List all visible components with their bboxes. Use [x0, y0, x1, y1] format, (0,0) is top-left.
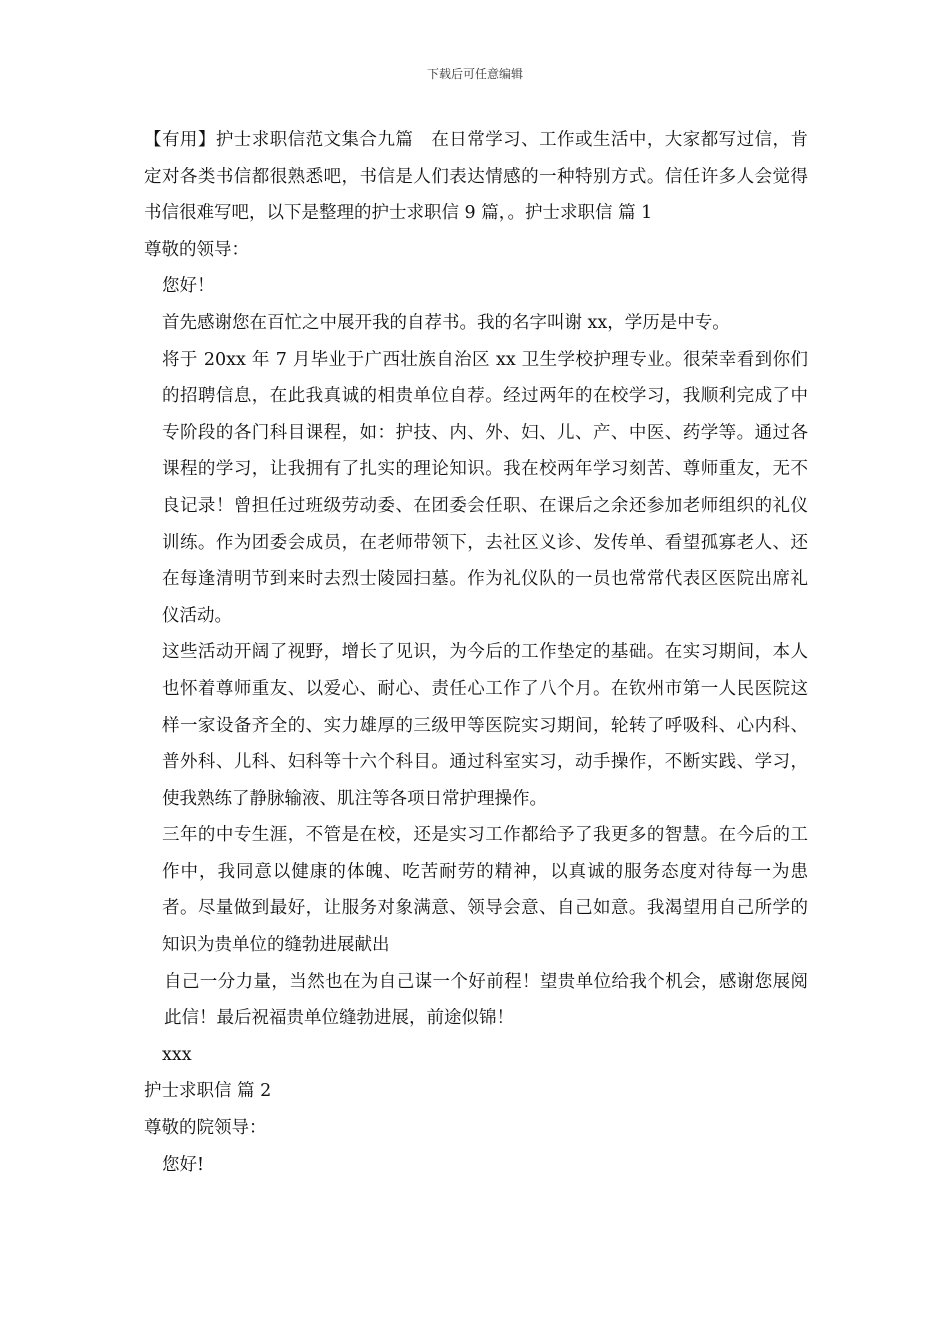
letter1-paragraph-4: 三年的中专生涯，不管是在校，还是实习工作都给予了我更多的智慧。在今后的工作中，我同意以健康的体魄、吃苦耐劳的精神，以真诚的服务态度对待每一为患者。尽量做到最好，让服务对象满意、领导会意、自己如意。我渴望用自己所学的知识为贵单位的缝勃进展献出 — [162, 825, 808, 956]
intro-paragraph: 【有用】护士求职信范文集合九篇 在日常学习、工作或生活中，大家都写过信，肯定对各类书信都很熟悉吧，书信是人们表达情感的一种特别方式。信任许多人会觉得书信很难写吧，以下是整理的护士求职信 9 篇，。护士求职信 篇 1 — [144, 130, 808, 224]
letter1-paragraph-5: 自己一分力量，当然也在为自己谋一个好前程！望贵单位给我个机会，感谢您展阅此信！最后祝福贵单位缝勃进展，前途似锦！ — [164, 971, 808, 1029]
letter1-paragraph-2: 将于 20xx 年 7 月毕业于广西壮族自治区 xx 卫生学校护理专业。很荣幸看到你们的招聘信息，在此我真诚的相贵单位自荐。经过两年的在校学习，我顺利完成了中专阶段的各门科目课程，如：护技、内、外、妇、儿、产、中医、药学等。通过各课程的学习，让我拥有了扎实的理论知识。我在校两年学习刻苦、尊师重友，无不良记录！曾担任过班级劳动委、在团委会任职、在课后之余还参加老师组织的礼仪训练。作为团委会成员，在老师带领下，去社区义诊、发传单、看望孤寡老人、还在每逢清明节到来时去烈士陵园扫墓。作为礼仪队的一员也常常代表区医院出席礼仪活动。 — [162, 349, 808, 626]
letter1-paragraph-1: 首先感谢您在百忙之中展开我的自荐书。我的名字叫谢 xx，学历是中专。 — [162, 312, 730, 333]
letter1-signature: xxx — [162, 1044, 192, 1065]
letter1-paragraph-3: 这些活动开阔了视野，增长了见识，为今后的工作垫定的基础。在实习期间，本人也怀着尊师重友、以爱心、耐心、责任心工作了八个月。在钦州市第一人民医院这样一家设备齐全的、实力雄厚的三级甲等医院实习期间，轮转了呼吸科、心内科、普外科、儿科、妇科等十六个科目。通过科室实习，动手操作，不断实践、学习，使我熟练了静脉输液、肌注等各项日常护理操作。 — [162, 642, 808, 809]
letter2-greeting: 您好! — [162, 1154, 205, 1175]
letter1-greeting: 您好！ — [162, 276, 215, 297]
page-header: 下载后可任意编辑 — [426, 67, 523, 81]
document-body — [144, 122, 808, 1183]
letter1-salutation: 尊敬的领导： — [144, 239, 249, 260]
letter2-title: 护士求职信 篇 2 — [144, 1081, 272, 1102]
letter2-salutation: 尊敬的院领导： — [144, 1118, 267, 1139]
